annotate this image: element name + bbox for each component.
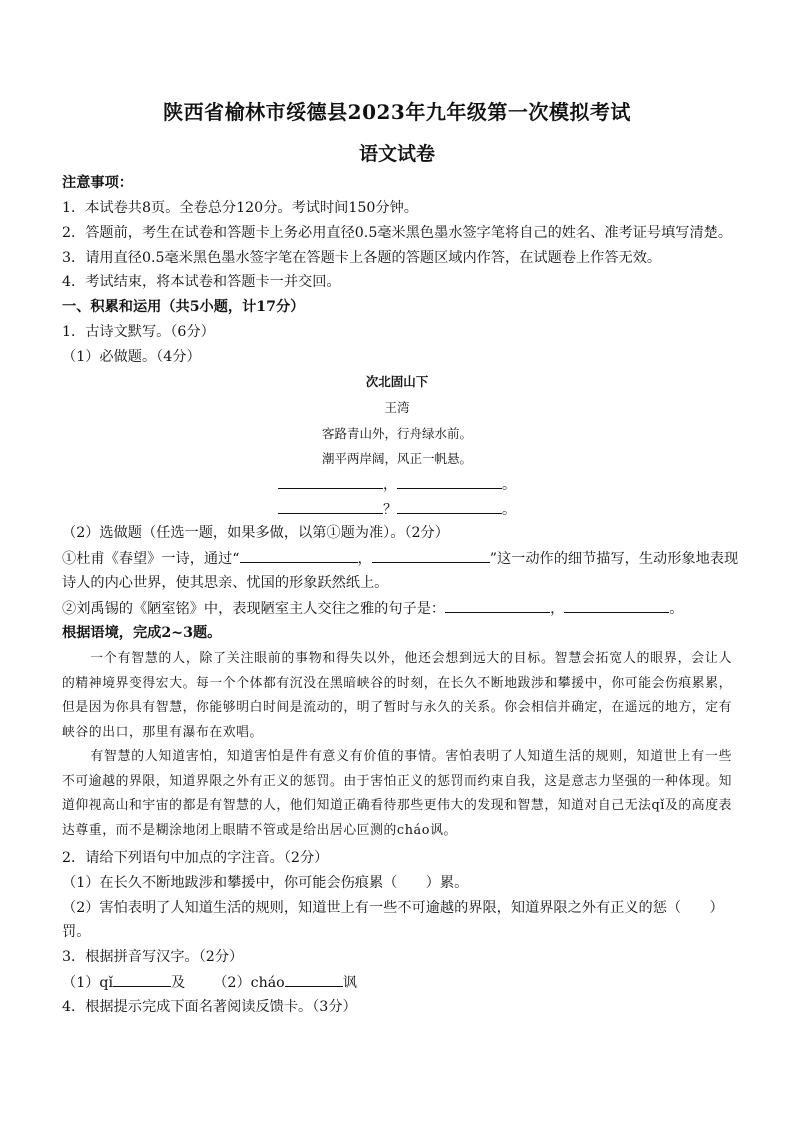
comma-mark: ， — [357, 551, 372, 567]
poem-fill-row-1 — [0, 474, 794, 494]
notice-item-4: 4．考试结束，将本试卷和答题卡一并交回。 — [62, 274, 341, 290]
poem-title: 次北固山下 — [365, 374, 429, 389]
passage-heading: 根据语境，完成2~3题。 — [62, 625, 222, 641]
answer-blank[interactable] — [564, 598, 669, 613]
answer-blank[interactable] — [445, 598, 550, 613]
notice-heading: 注意事项： — [62, 175, 133, 191]
poem-line-1: 客路青山外，行舟绿水前。 — [321, 426, 472, 441]
comma-mark: ， — [550, 601, 565, 617]
question-3-item-1-tail: 及 — [171, 975, 186, 991]
passage-paragraph-2-text: 有智慧的人知道害怕，知道害怕是件有意义有价值的事情。害怕表明了人知道生活的规则，知道世上有一些不可逾越的界限，知道界限之外有正义的惩罚。由于害怕正义的惩罚而约束自我，这是意志力坚强的一种体现。知道仰视高山和宇宙的都是有智慧的人，他们知道正确看待那些更伟大的发现和智慧，知道对自己无法qǐ及的高度表达尊重，而不是糊涂地闭上眼睛不管或是给出居心叵测的cháo讽。 — [62, 749, 732, 838]
notice-item-3: 3．请用直径0.5毫米黑色墨水签字笔在答题卡上各题的答题区域内作答，在试题卷上作答无效。 — [62, 250, 662, 266]
option-2-text: ②刘禹锡的《陋室铭》中，表现陋室主人交往之雅的句子是： — [62, 601, 446, 617]
question-3-item-2-label: （2）cháo — [213, 975, 285, 991]
answer-blank[interactable] — [372, 548, 490, 563]
notice-item-2: 2．答题前，考生在试卷和答题卡上务必用直径0.5毫米黑色墨水签字笔将自己的姓名、准考证号填写清楚。 — [62, 225, 733, 241]
answer-blank[interactable] — [397, 474, 502, 489]
answer-blank[interactable] — [285, 972, 343, 987]
question-4-stem: 4．根据提示完成下面名著阅读反馈卡。（3分） — [62, 999, 357, 1015]
question-3-item-1-label: （1）qǐ — [62, 975, 114, 991]
period-mark: 。 — [669, 601, 684, 617]
answer-blank[interactable] — [278, 474, 383, 489]
passage-paragraph-1 — [62, 647, 732, 745]
option-1-text-a: ①杜甫《春望》一诗，通过“ — [62, 551, 240, 567]
answer-blank[interactable] — [397, 499, 502, 514]
answer-blank[interactable] — [278, 499, 383, 514]
question-3-item-2-tail: 讽 — [342, 975, 357, 991]
passage-paragraph-1-text: 一个有智慧的人，除了关注眼前的事物和得失以外，他还会想到远大的目标。智慧会拓宽人的眼界，会让人的精神境界变得宏大。每一个个体都有沉没在黑暗峡谷的时刻，在长久不断地跋涉和攀援中，你可能会伤痕累累，但是因为你具有智慧，你能够明白时间是流动的，明了暂时与永久的关系。你会相信并确定，在遥远的地方，定有峡谷的出口，那里有瀑布在欢唱。 — [62, 651, 732, 740]
question-2-item-2-end: 罚。 — [62, 924, 91, 940]
question-2-item-1: （1）在长久不断地跋涉和攀援中，你可能会伤痕累（ ）累。 — [62, 875, 469, 891]
poem-fill-row-2 — [0, 499, 794, 519]
question-1-part-2: （2）选做题（任选一题，如果多做，以第①题为准）。（2分） — [62, 525, 449, 541]
question-mark: ？ — [383, 502, 397, 518]
exam-title: 陕西省榆林市绥德县2023年九年级第一次模拟考试 — [163, 100, 631, 124]
option-1-text-b: ”这一动作的细节描写，生动形象地表现 — [489, 551, 739, 567]
period-mark: 。 — [502, 502, 516, 518]
option-1-line — [62, 548, 739, 569]
period-mark: 。 — [502, 477, 516, 493]
question-2-item-2: （2）害怕表明了人知道生活的规则，知道世上有一些不可逾越的界限，知道界限之外有正义的惩（ ） — [62, 900, 724, 916]
passage-paragraph-2 — [62, 745, 732, 843]
question-3-stem: 3．根据拼音写汉字。（2分） — [62, 949, 244, 965]
exam-subtitle: 语文试卷 — [358, 143, 435, 165]
question-1-part-1: （1）必做题。（4分） — [62, 349, 201, 365]
section-1-heading: 一、积累和运用（共5小题，计17分） — [62, 299, 305, 315]
question-2-stem: 2．请给下列语句中加点的字注音。（2分） — [62, 850, 329, 866]
question-1-stem: 1．古诗文默写。（6分） — [62, 324, 215, 340]
poem-author: 王湾 — [384, 400, 410, 415]
poem-line-2: 潮平两岸阔，风正一帆悬。 — [321, 451, 472, 466]
option-1-continuation: 诗人的内心世界，使其思亲、忧国的形象跃然纸上。 — [62, 575, 389, 591]
option-2-line — [62, 598, 732, 619]
answer-blank[interactable] — [240, 548, 358, 563]
question-3-items — [62, 972, 732, 993]
comma-mark: ， — [383, 477, 397, 493]
notice-item-1: 1．本试卷共8页。全卷总分120分。考试时间150分钟。 — [62, 200, 418, 216]
answer-blank[interactable] — [113, 972, 171, 987]
